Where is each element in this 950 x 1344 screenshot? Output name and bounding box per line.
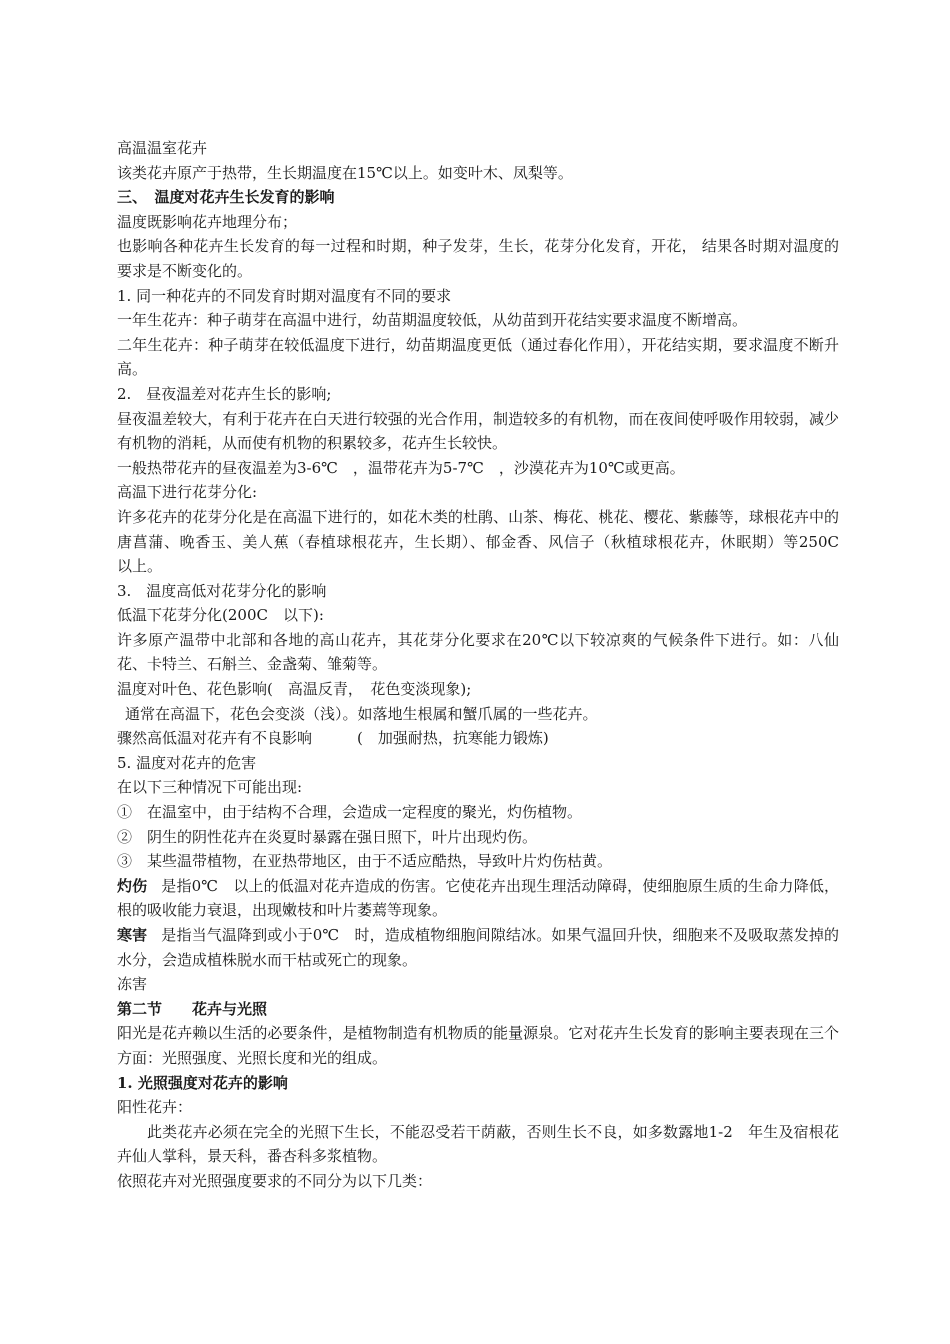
paragraph: 昼夜温差较大，有利于花卉在白天进行较强的光合作用，制造较多的有机物，而在夜间使呼吸作用较弱，减少有机物的消耗，从而使有机物的积累较多，花卉生长较快。 [117, 409, 839, 453]
paragraph: 许多原产温带中北部和各地的高山花卉，其花芽分化要求在20℃以下较凉爽的气候条件下进行。如：八仙花、卡特兰、石斛兰、金盏菊、雏菊等。 [117, 630, 839, 674]
section-heading-light: 第二节 花卉与光照 [117, 999, 268, 1018]
paragraph: 通常在高温下，花色会变淡（浅）。如落地生根属和蟹爪属的一些花卉。 [125, 704, 598, 723]
section-heading-temperature-effects: 三、 温度对花卉生长发育的影响 [117, 188, 335, 207]
numbered-item-3: 3. 温度高低对花芽分化的影响 [117, 581, 327, 600]
paragraph: 在以下三种情况下可能出现: [117, 778, 303, 797]
paragraph-subheading: 低温下花芽分化(200C 以下): [117, 606, 324, 625]
paragraph-heading-high-temp-greenhouse: 高温温室花卉 [117, 139, 208, 157]
paragraph: 依照花卉对光照强度要求的不同分为以下几类： [117, 1171, 433, 1190]
numbered-heading-light-intensity: 1. 光照强度对花卉的影响 [117, 1073, 288, 1092]
list-item-circled-1: ① 在温室中，由于结构不合理，会造成一定程度的聚光，灼伤植物。 [117, 803, 583, 822]
paragraph: 许多花卉的花芽分化是在高温下进行的，如花木类的杜鹃、山茶、梅花、桃花、樱花、紫藤等，球根花卉中的唐菖蒲、晚香玉、美人蕉（春植球根花卉，生长期）、郁金香、风信子（秋植球根花卉，休眠期）等250C 以上。 [117, 507, 855, 576]
term-label-freezing: 寒害 [117, 926, 148, 944]
term-label-chilling: 灼伤 [117, 876, 148, 895]
numbered-item-5: 5. 温度对花卉的危害 [117, 753, 257, 772]
numbered-item-1: 1. 同一种花卉的不同发育时期对温度有不同的要求 [117, 286, 452, 305]
paragraph-annual-flowers: 一年生花卉：种子萌芽在高温中进行，幼苗期温度较低，从幼苗到开花结实要求温度不断增高。 [117, 311, 748, 330]
paragraph-chilling [117, 874, 839, 923]
document-page [117, 136, 855, 1194]
paragraph-subheading: 高温下进行花芽分化: [117, 483, 258, 502]
list-item-circled-3: ③ 某些温带植物，在亚热带地区，由于不适应酷热，导致叶片灼伤枯黄。 [117, 852, 613, 871]
paragraph: 骤然高低温对花卉有不良影响 ( 加强耐热，抗寒能力锻炼) [117, 729, 549, 748]
list-item-circled-2: ② 阴生的阴性花卉在炎夏时暴露在强日照下，叶片出现灼伤。 [117, 827, 538, 846]
paragraph-subheading: 阳性花卉： [117, 1098, 193, 1117]
definition-text: 是指当气温降到或小于0℃ 时，造成植物细胞间隙结冰。如果气温回升快，细胞来不及吸取蒸发掉的水分，会造成植株脱水而干枯或死亡的现象。 [117, 926, 839, 969]
paragraph: 此类花卉必须在完全的光照下生长，不能忍受若干荫蔽，否则生长不良，如多数露地1-2 年生及宿根花卉仙人掌科，景天科，番杏科多浆植物。 [117, 1122, 839, 1166]
paragraph-biennial-flowers: 二年生花卉：种子萌芽在较低温度下进行，幼苗期温度更低（通过春化作用），开花结实期，要求温度不断升高。 [117, 335, 839, 379]
definition-text: 是指0℃ 以上的低温对花卉造成的伤害。它使花卉出现生理活动障碍，使细胞原生质的生命力降低，根的吸收能力衰退，出现嫩枝和叶片萎蔫等现象。 [117, 876, 839, 920]
paragraph: 阳光是花卉赖以生活的必要条件，是植物制造有机物质的能量源泉。它对花卉生长发育的影响主要表现在三个方面：光照强度、光照长度和光的组成。 [117, 1024, 839, 1067]
paragraph: 该类花卉原产于热带，生长期温度在15℃以上。如变叶木、凤梨等。 [117, 163, 573, 182]
paragraph: 温度既影响花卉地理分布； [117, 212, 298, 231]
numbered-item-2: 2. 昼夜温差对花卉生长的影响; [117, 384, 332, 403]
paragraph: 冻害 [117, 975, 148, 994]
paragraph: 也影响各种花卉生长发育的每一过程和时期，种子发芽，生长，花芽分化发育，开花， 结果各时期对温度的要求是不断变化的。 [117, 237, 839, 280]
paragraph: 一般热带花卉的昼夜温差为3-6℃ ，温带花卉为5-7℃ ，沙漠花卉为10℃或更高。 [117, 458, 685, 477]
paragraph-freezing [117, 923, 839, 972]
paragraph: 温度对叶色、花色影响( 高温反青， 花色变淡现象); [117, 680, 472, 699]
